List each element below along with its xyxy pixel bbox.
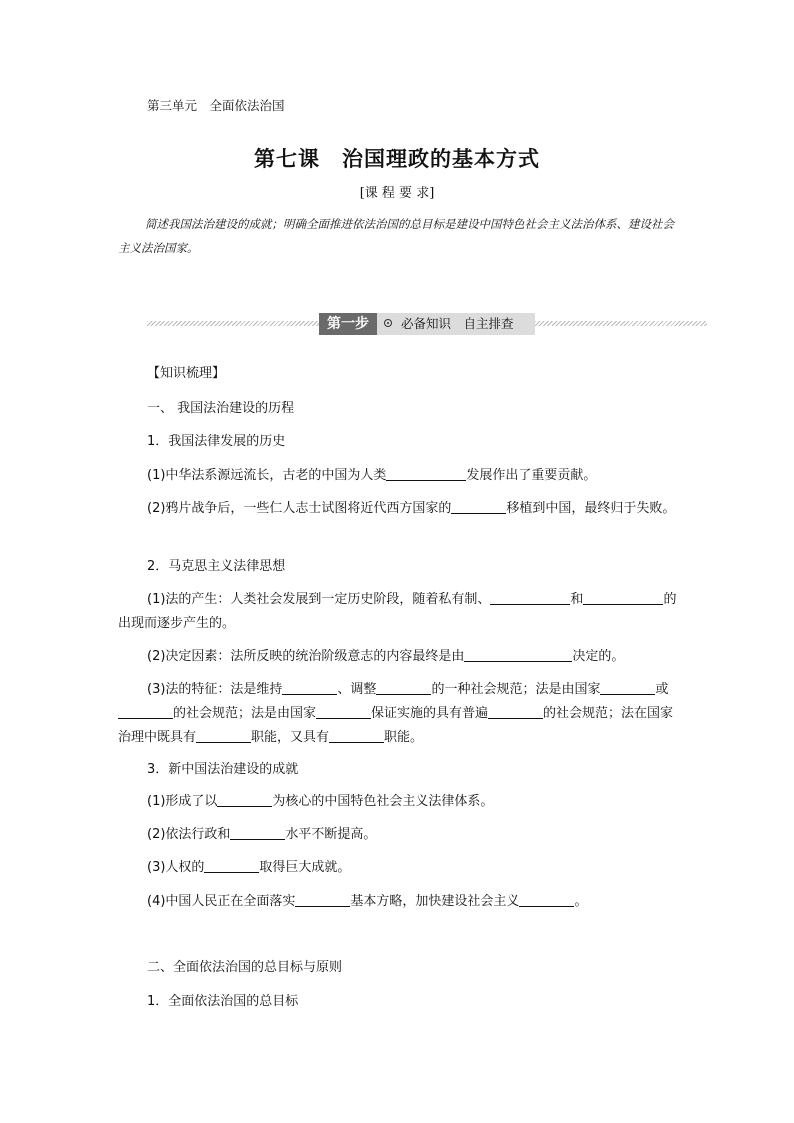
divider-stripe-left xyxy=(147,321,319,326)
step-badge: 第一步 xyxy=(319,313,377,335)
requirements-text: 简述我国法治建设的成就；明确全面推进依法治国的总目标是建设中国特色社会主义法治体系、建设社会主义法治国家。 xyxy=(118,217,674,255)
fill-blank[interactable] xyxy=(196,728,251,743)
fill-blank[interactable] xyxy=(295,892,350,907)
divider-tag xyxy=(319,313,535,335)
lesson-title: 第七课 治国理政的基本方式 xyxy=(254,146,540,171)
item-1-2-3: (3)法的特征：法是维持 、调整 的一种社会规范；法是由国家 或的社会规范；法是由国家 保证实施的具有普遍 的社会规范；法在国家治理中既具有 职能，又具有 职能。 xyxy=(118,682,674,745)
fill-blank[interactable] xyxy=(386,466,466,481)
fill-blank[interactable] xyxy=(217,792,272,807)
item-1-1-1: (1)中华法系源远流长，古老的中国为人类 发展作出了重要贡献。 xyxy=(147,468,597,483)
subsection-1-2: 2．马克思主义法律思想 xyxy=(147,559,286,574)
section-2-title: 二、全面依法治国的总目标与原则 xyxy=(147,960,343,975)
fill-blank[interactable] xyxy=(519,892,574,907)
fill-blank[interactable] xyxy=(488,704,543,719)
item-1-3-4: (4)中国人民正在全面落实 基本方略，加快建设社会主义 。 xyxy=(147,894,588,909)
knowledge-label: 【知识梳理】 xyxy=(147,366,226,381)
fill-blank[interactable] xyxy=(600,680,655,695)
fill-blank[interactable] xyxy=(490,590,570,605)
section-divider xyxy=(147,313,707,335)
fill-blank[interactable] xyxy=(376,680,431,695)
fill-blank[interactable] xyxy=(329,728,384,743)
section-1-title: 一、 我国法治建设的历程 xyxy=(147,401,295,416)
fill-blank[interactable] xyxy=(230,825,285,840)
subsection-1-1: 1．我国法律发展的历史 xyxy=(147,434,286,449)
subsection-1-3: 3．新中国法治建设的成就 xyxy=(147,762,299,777)
fill-blank[interactable] xyxy=(583,590,663,605)
fill-blank[interactable] xyxy=(464,647,572,662)
fill-blank[interactable] xyxy=(282,680,337,695)
item-1-1-2: (2)鸦片战争后，一些仁人志士试图将近代西方国家的 移植到中国，最终归于失败。 xyxy=(147,501,676,516)
divider-caption: 必备知识 自主排查 xyxy=(401,316,514,331)
fill-blank[interactable] xyxy=(204,858,259,873)
item-1-3-2: (2)依法行政和 水平不断提高。 xyxy=(147,827,377,842)
fill-blank[interactable] xyxy=(316,704,371,719)
item-1-3-3: (3)人权的 取得巨大成就。 xyxy=(147,860,351,875)
bullet-icon xyxy=(384,319,392,327)
unit-heading: 第三单元 全面依法治国 xyxy=(147,98,285,113)
item-1-2-2: (2)决定因素：法所反映的统治阶级意志的内容最终是由 决定的。 xyxy=(147,649,625,664)
item-1-3-1: (1)形成了以 为核心的中国特色社会主义法律体系。 xyxy=(147,794,494,809)
fill-blank[interactable] xyxy=(118,704,173,719)
requirements-heading: [课 程 要 求] xyxy=(359,186,435,201)
fill-blank[interactable] xyxy=(451,499,506,514)
item-1-2-1: (1)法的产生：人类社会发展到一定历史阶段，随着私有制、 和 的出现而逐步产生的。 xyxy=(118,592,677,631)
subsection-2-1: 1．全面依法治国的总目标 xyxy=(147,994,299,1009)
divider-stripe-right xyxy=(535,321,707,326)
